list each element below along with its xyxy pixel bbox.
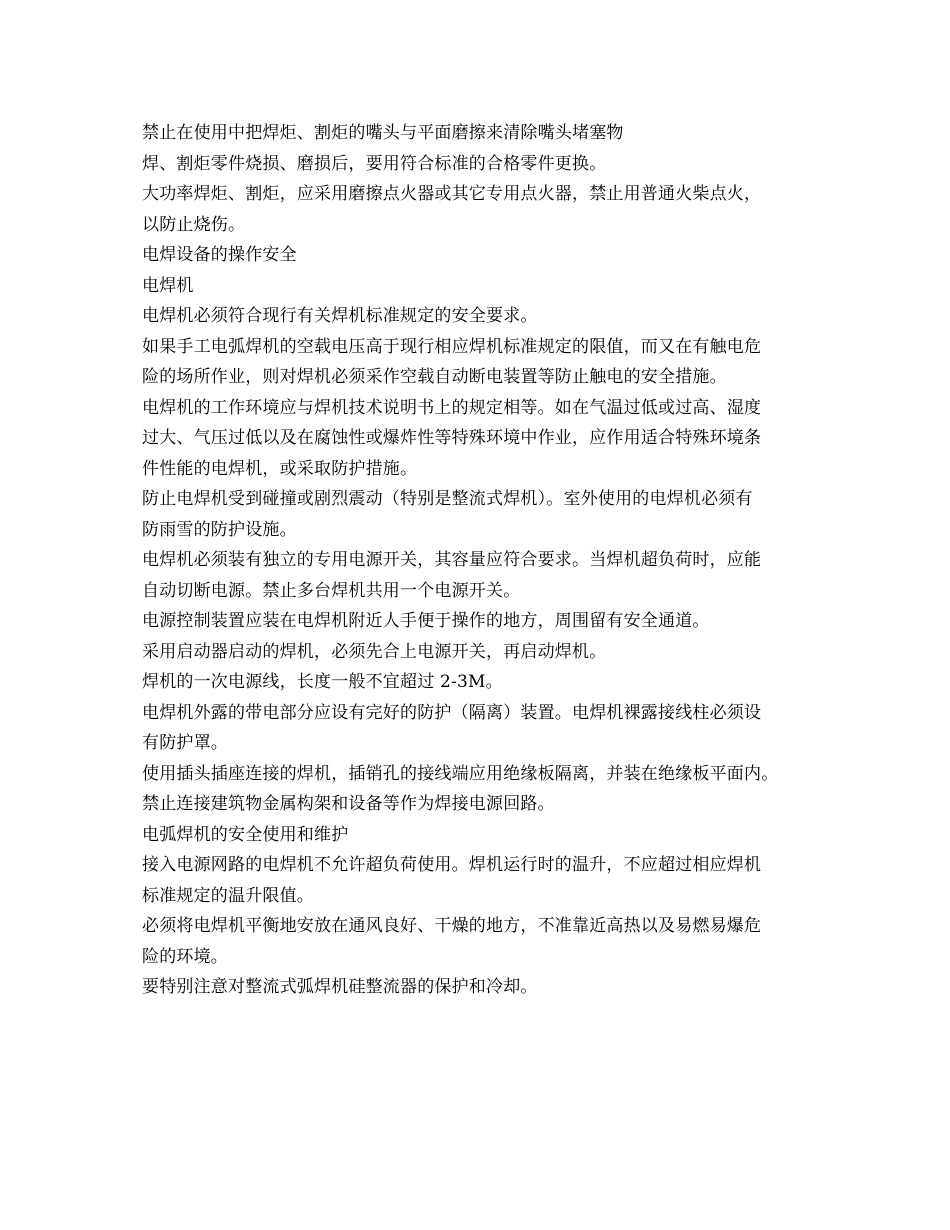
subsection-heading: 电焊机 bbox=[142, 275, 194, 296]
text-line: 焊机的一次电源线，长度一般不宜超过 2-3M。 bbox=[142, 672, 503, 692]
text-line: 电焊机的工作环境应与焊机技术说明书上的规定相等。如在气温过低或过高、湿度 bbox=[142, 397, 762, 418]
text-line: 险的环境。 bbox=[142, 946, 228, 967]
text-line: 电源控制装置应装在电焊机附近人手便于操作的地方，周围留有安全通道。 bbox=[142, 611, 710, 631]
text-line: 大功率焊炬、割炬，应采用磨擦点火器或其它专用点火器，禁止用普通火柴点火， bbox=[142, 184, 762, 204]
section-heading: 电焊设备的操作安全 bbox=[142, 245, 297, 265]
text-line: 以防止烧伤。 bbox=[142, 214, 246, 235]
document-body bbox=[142, 118, 832, 1003]
text-line: 焊、割炬零件烧损、磨损后，要用符合标准的合格零件更换。 bbox=[142, 153, 607, 174]
text-line: 接入电源网路的电焊机不允许超负荷使用。焊机运行时的温升，不应超过相应焊机 bbox=[142, 855, 762, 875]
text-line: 自动切断电源。禁止多台焊机共用一个电源开关。 bbox=[142, 580, 521, 601]
text-line: 电焊机必须符合现行有关焊机标准规定的安全要求。 bbox=[142, 306, 538, 326]
text-line: 防止电焊机受到碰撞或剧烈震动（特别是整流式焊机）。室外使用的电焊机必须有 bbox=[142, 489, 753, 509]
subsection-heading: 电弧焊机的安全使用和维护 bbox=[142, 824, 349, 845]
text-line: 使用插头插座连接的焊机，插销孔的接线端应用绝缘板隔离，并装在绝缘板平面内。 bbox=[142, 763, 779, 784]
text-line: 件性能的电焊机，或采取防护措施。 bbox=[142, 458, 418, 479]
text-line: 电焊机外露的带电部分应设有完好的防护（隔离）装置。电焊机裸露接线柱必须设 bbox=[142, 702, 762, 723]
text-line: 要特别注意对整流式弧焊机硅整流器的保护和冷却。 bbox=[142, 977, 538, 997]
text-line: 如果手工电弧焊机的空载电压高于现行相应焊机标准规定的限值，而又在有触电危 bbox=[142, 336, 762, 357]
text-line: 有防护罩。 bbox=[142, 733, 228, 753]
text-line: 防雨雪的防护设施。 bbox=[142, 519, 297, 540]
text-line: 必须将电焊机平衡地安放在通风良好、干燥的地方，不准靠近高热以及易燃易爆危 bbox=[142, 916, 762, 936]
text-line: 过大、气压过低以及在腐蚀性或爆炸性等特殊环境中作业，应作用适合特殊环境条 bbox=[142, 428, 762, 448]
text-line: 电焊机必须装有独立的专用电源开关，其容量应符合要求。当焊机超负荷时，应能 bbox=[142, 550, 762, 570]
text-line: 标准规定的温升限值。 bbox=[142, 885, 314, 906]
text-line: 禁止在使用中把焊炬、割炬的嘴头与平面磨擦来清除嘴头堵塞物 bbox=[142, 123, 624, 143]
text-line: 禁止连接建筑物金属构架和设备等作为焊接电源回路。 bbox=[142, 794, 555, 814]
text-line: 采用启动器启动的焊机，必须先合上电源开关，再启动焊机。 bbox=[142, 641, 607, 662]
text-line: 险的场所作业，则对焊机必须采作空载自动断电装置等防止触电的安全措施。 bbox=[142, 367, 727, 387]
